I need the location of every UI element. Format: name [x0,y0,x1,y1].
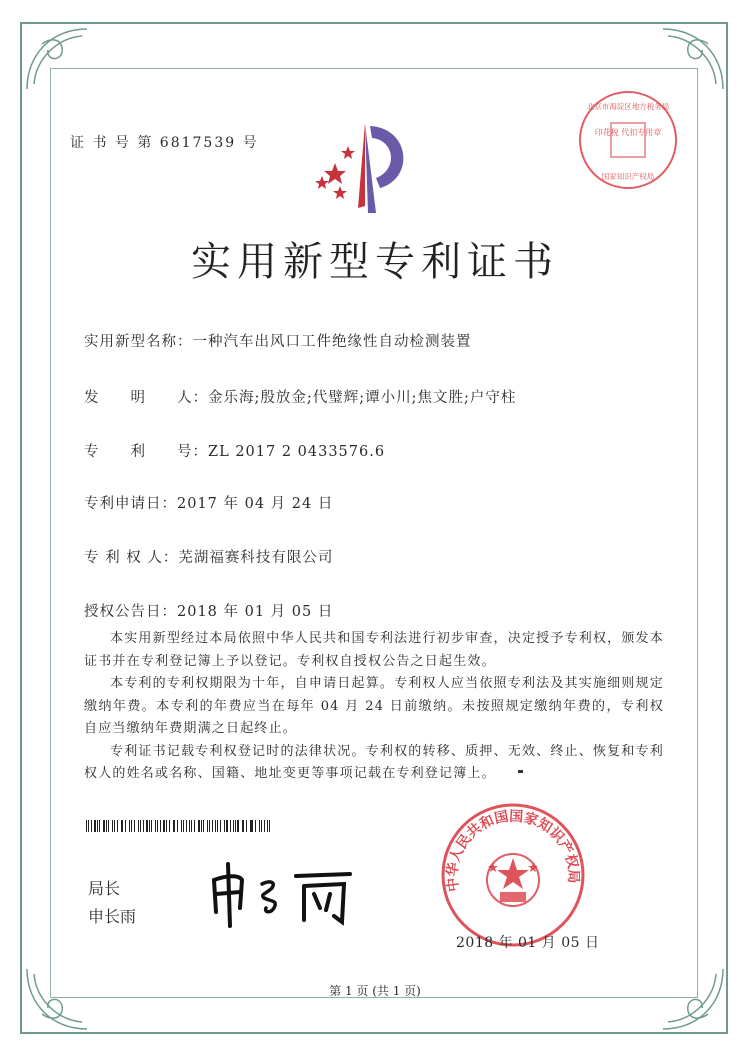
official-seal [438,800,588,950]
page-number: 第 1 页 (共 1 页) [329,984,421,998]
tax-seal-inner-1: 印花税 代扣专用章 [594,128,662,137]
ink-dot [518,770,523,773]
field-filing-date [84,492,333,513]
barcode-bar [224,820,225,832]
barcode-bar [106,820,107,832]
barcode [86,820,272,832]
barcode-bar [242,820,243,832]
barcode-bar [166,820,167,832]
barcode-bar [163,820,165,832]
barcode-bar [250,820,251,832]
field-patentee [84,546,333,567]
barcode-bar [134,820,135,832]
barcode-bar [191,820,192,832]
body-paragraph-1: 本实用新型经过本局依照中华人民共和国专利法进行初步审查，决定授予专利权，颁发本证书并在专利登记簿上予以登记。专利权自授权公告之日起生效。 [84,631,664,669]
barcode-bar [226,820,228,832]
director-signature [200,850,370,930]
field-value: 芜湖福赛科技有限公司 [178,550,334,566]
field-value: 2017 年 04 月 24 日 [177,496,334,512]
field-value: 一种汽车出风口工件绝缘性自动检测装置 [192,334,472,350]
director-title: 局长 [88,879,121,898]
certificate-body [84,628,664,786]
field-value: ZL 2017 2 0433576.6 [208,444,386,460]
barcode-bar [146,820,147,832]
certificate-number: 证 书 号 第 6817539 号 [70,135,259,151]
barcode-bar [114,820,115,832]
official-seal-text: 中华人民共和国国家知识产权局 [444,808,582,893]
barcode-bar [186,820,187,832]
barcode-bar [86,820,87,832]
barcode-bar [157,820,158,832]
barcode-bar [112,820,113,832]
barcode-bar [183,820,184,832]
barcode-bar [131,820,133,832]
barcode-bar [212,820,213,832]
field-label: 发 明 人： [84,390,208,406]
barcode-bar [121,820,122,832]
body-paragraph-3: 专利证书记载专利权登记时的法律状况。专利权的转移、质押、无效、终止、恢复和专利权人的姓名或名称、国籍、地址变更等事项记载在专利登记簿上。 [84,743,664,781]
barcode-bar [201,820,202,832]
field-label: 专利申请日： [84,496,177,512]
barcode-bar [103,820,105,832]
barcode-bar [243,820,244,832]
field-label: 专 利 号： [84,444,208,460]
body-paragraph-2: 本专利的专利权期限为十年，自申请日起算。专利权人应当依照专利法及其实施细则规定缴纳年费。本专利的年费应当在每年 04 月 24 日前缴纳。未按照规定缴纳年费的，专利权自应当缴纳年费期满之日起终止。 [84,676,664,736]
barcode-bar [251,820,253,832]
barcode-bar [173,820,174,832]
barcode-bar [151,820,152,832]
field-value: 金乐海;殷放金;代璧辉;谭小川;焦文胜;户守柱 [208,390,517,406]
barcode-bar [264,820,265,832]
barcode-bar [233,820,234,832]
barcode-bar [88,820,89,832]
barcode-bar [138,820,139,832]
barcode-bar [117,820,118,832]
field-value: 2018 年 01 月 05 日 [177,604,334,620]
barcode-bar [94,820,95,832]
barcode-bar [91,820,92,832]
barcode-bar [174,820,175,832]
field-label: 实用新型名称： [84,334,193,350]
field-inventors [84,386,516,407]
barcode-bar [194,820,195,832]
corner-ornament-top-right [658,24,728,94]
barcode-bar [198,820,200,832]
patent-office-logo [310,118,420,218]
barcode-bar [259,820,260,832]
corner-ornament-top-left [22,24,92,94]
barcode-bar [181,820,182,832]
barcode-bar [149,820,150,832]
barcode-bar [169,820,170,832]
issue-date: 2018 年 01 月 05 日 [456,935,600,951]
corner-ornament-bottom-right [658,964,728,1034]
barcode-bar [108,820,109,832]
field-label: 专 利 权 人： [84,550,179,566]
barcode-bar [129,820,130,832]
barcode-bar [217,820,218,832]
tax-seal-bottom: 国家知识产权局 [601,172,655,181]
barcode-bar [230,820,231,832]
barcode-bar [122,820,123,832]
tax-seal-outer: 北京市海淀区地方税务局 [586,102,670,111]
barcode-bar [269,820,270,832]
certificate-title: 实用新型专利证书 [191,239,559,285]
director-name: 申长雨 [88,907,137,926]
corner-ornament-bottom-left [22,964,92,1034]
barcode-bar [235,820,236,832]
barcode-bar [125,820,126,832]
barcode-bar [97,820,98,832]
field-label: 授权公告日： [84,604,177,620]
barcode-bar [246,820,247,832]
barcode-bar [207,820,208,832]
tax-seal [573,85,683,195]
barcode-bar [143,820,144,832]
field-utility-model-name [84,330,472,351]
barcode-bar [255,820,256,832]
barcode-bar [209,820,210,832]
barcode-bar [267,820,268,832]
barcode-bar [237,820,238,832]
barcode-bar [189,820,190,832]
field-patent-number [84,440,385,461]
barcode-bar [160,820,161,832]
field-grant-date [84,600,333,621]
barcode-bar [140,820,141,832]
barcode-bar [99,820,100,832]
barcode-bar [177,820,178,832]
barcode-bar [203,820,204,832]
barcode-bar [220,820,221,832]
barcode-bar [215,820,216,832]
barcode-bar [261,820,262,832]
barcode-bar [155,820,156,832]
